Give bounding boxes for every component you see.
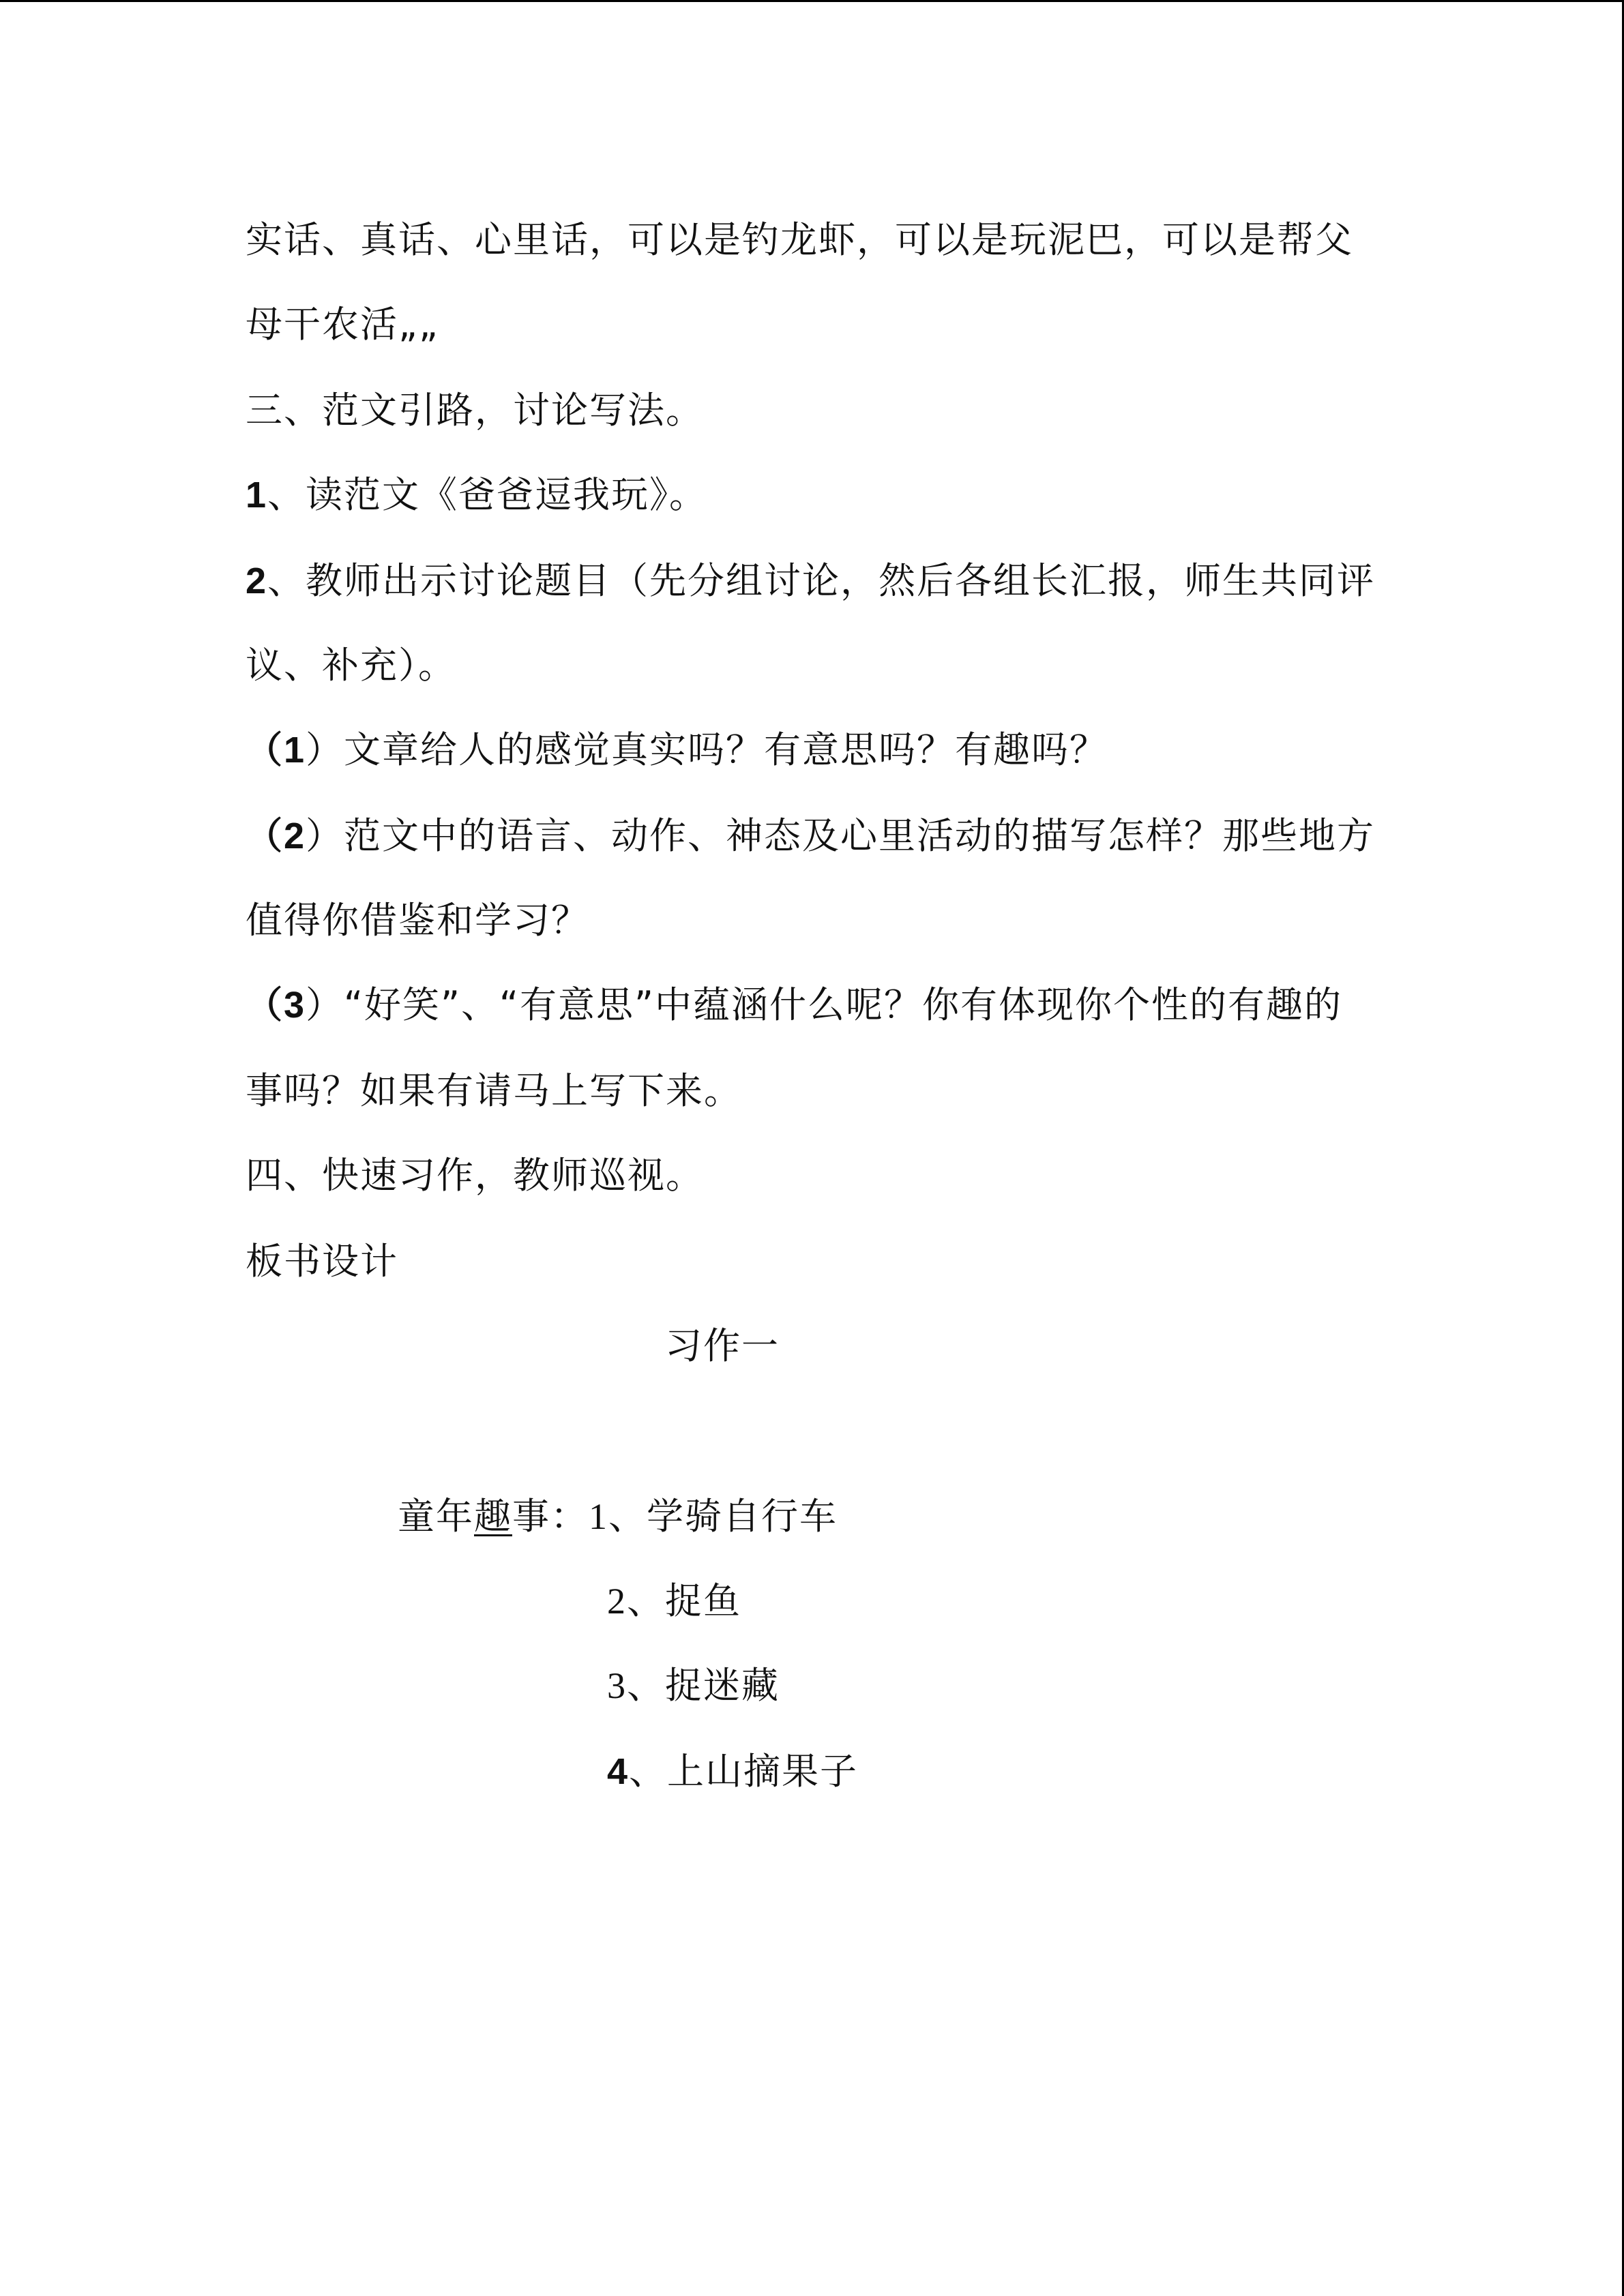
step-1-text: 、读范文《爸爸逗我玩》。 bbox=[267, 473, 708, 516]
question-1-text: ）文章给人的感觉真实吗？有意思吗？有趣吗？ bbox=[306, 728, 1108, 771]
question-2-number: （2 bbox=[246, 816, 306, 856]
board-item-3 bbox=[607, 1664, 780, 1708]
board-item-4-number: 4 bbox=[607, 1751, 630, 1792]
board-item-4 bbox=[607, 1750, 858, 1793]
question-1-number: （1 bbox=[246, 730, 306, 771]
step-1-number: 1 bbox=[246, 475, 268, 516]
board-item-4-text: 、上山摘果子 bbox=[629, 1750, 859, 1793]
board-design-label: 板书设计 bbox=[246, 1240, 398, 1283]
board-label-underlined: 趣 bbox=[474, 1495, 512, 1538]
board-item-3-text: 、捉迷藏 bbox=[627, 1664, 780, 1707]
step-2-continuation: 议、补充）。 bbox=[246, 644, 456, 687]
board-label-post: 事： bbox=[512, 1495, 589, 1538]
question-2-text: ）范文中的语言、动作、神态及心里活动的描写怎样？那些地方 bbox=[306, 814, 1376, 857]
section-three-heading: 三、范文引路，讨论写法。 bbox=[246, 389, 704, 432]
board-item-2-number: 2 bbox=[607, 1581, 627, 1622]
board-item-1-number: 1 bbox=[589, 1496, 608, 1537]
question-3-number: （3 bbox=[246, 985, 306, 1026]
board-item-3-number: 3 bbox=[607, 1665, 627, 1706]
question-3-continuation: 事吗？如果有请马上写下来。 bbox=[246, 1069, 742, 1112]
question-2-line bbox=[246, 814, 1375, 858]
section-four-heading: 四、快速习作，教师巡视。 bbox=[246, 1154, 704, 1197]
body-line-2: 母干农活„„ bbox=[246, 303, 439, 346]
step-2-number: 2 bbox=[246, 561, 268, 601]
board-item-2-text: 、捉鱼 bbox=[627, 1579, 741, 1622]
question-1-line bbox=[246, 728, 1108, 772]
step-2-text: 、教师出示讨论题目（先分组讨论，然后各组长汇报，师生共同评 bbox=[267, 559, 1376, 602]
question-3-line bbox=[246, 983, 1342, 1027]
board-main-line bbox=[398, 1495, 838, 1538]
step-1-line bbox=[246, 473, 707, 517]
board-item-1-text: 、学骑自行车 bbox=[608, 1495, 838, 1538]
step-2-line bbox=[246, 559, 1375, 603]
body-line-1: 实话、真话、心里话，可以是钓龙虾，可以是玩泥巴，可以是帮父 bbox=[246, 218, 1353, 261]
board-label-pre: 童年 bbox=[398, 1495, 474, 1538]
page-border-top bbox=[0, 0, 1624, 2]
board-item-2 bbox=[607, 1579, 741, 1623]
question-3-text: ）“好笑”、“有意思”中蕴涵什么呢？你有体现你个性的有趣的 bbox=[306, 983, 1342, 1026]
question-2-continuation: 值得你借鉴和学习？ bbox=[246, 899, 589, 942]
board-title: 习作一 bbox=[665, 1324, 780, 1367]
